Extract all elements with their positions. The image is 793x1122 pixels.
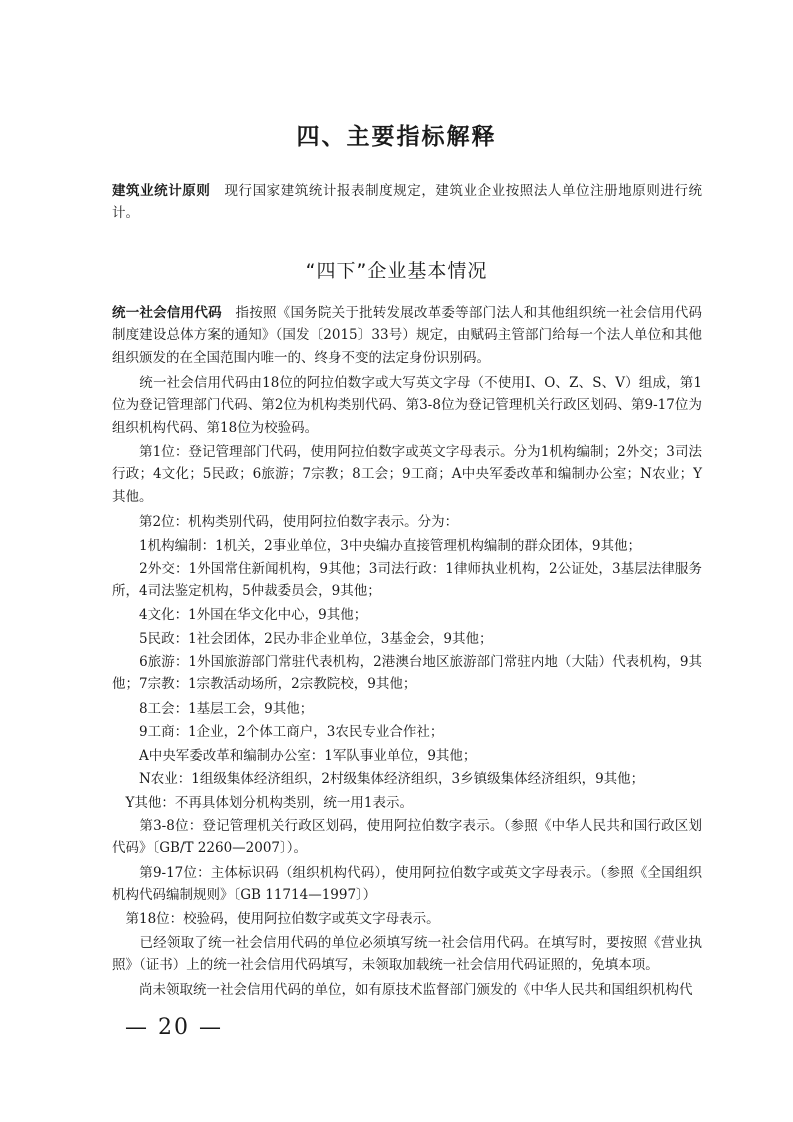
principle-text: 现行国家建筑统计报表制度规定，建筑业企业按照法人单位注册地原则进行统计。 — [112, 183, 703, 222]
paragraph: 6旅游：1外国旅游部门常驻代表机构，2港澳台地区旅游部门常驻内地（大陆）代表机构，9其他；7宗教：1宗教活动场所，2宗教院校，9其他； — [112, 654, 702, 693]
paragraph: Y其他：不再具体划分机构类别，统一用1表示。 — [112, 795, 414, 811]
paragraph: 第3-8位：登记管理机关行政区划码，使用阿拉伯数字表示。（参照《中华人民共和国行政区划代码》〔GB/T 2260—2007〕）。 — [112, 818, 702, 857]
paragraph: 第2位：机构类别代码，使用阿拉伯数字表示。分为： — [112, 514, 459, 530]
principle-paragraph — [112, 180, 702, 225]
credit-code-term: 统一社会信用代码 — [112, 305, 222, 321]
paragraph: 尚未领取统一社会信用代码的单位，如有原技术监督部门颁发的《中华人民共和国组织机构代 — [112, 982, 693, 998]
paragraph: 第18位：校验码，使用阿拉伯数字或英文字母表示。 — [112, 911, 440, 927]
subsection-title: “四下”企业基本情况 — [305, 260, 488, 282]
credit-code-paragraph — [112, 302, 702, 369]
paragraph: 8工会：1基层工会，9其他； — [112, 701, 314, 717]
page-number: — 20 — — [125, 1015, 223, 1040]
paragraph: 第9-17位：主体标识码（组织机构代码），使用阿拉伯数字或英文字母表示。（参照《全国组织机构代码编制规则》〔GB 11714—1997〕） — [112, 865, 702, 904]
paragraph: 5民政：1社会团体，2民办非企业单位，3基金会，9其他； — [112, 631, 493, 647]
paragraph: 4文化：1外国在华文化中心，9其他； — [112, 607, 368, 623]
paragraph: N农业：1组级集体经济组织，2村级集体经济组织，3乡镇级集体经济组织，9其他； — [112, 771, 645, 787]
paragraph: 统一社会信用代码由18位的阿拉伯数字或大写英文字母（不使用I、O、Z、S、V）组成，第1位为登记管理部门代码、第2位为机构类别代码、第3-8位为登记管理机关行政区划码、第9-17位为组织机构代码、第18位为校验码。 — [112, 375, 702, 436]
paragraph: A中央军委改革和编制办公室：1军队事业单位，9其他； — [112, 748, 477, 764]
paragraph: 已经领取了统一社会信用代码的单位必须填写统一社会信用代码。在填写时，要按照《营业执照》（证书）上的统一社会信用代码填写，未领取加载统一社会信用代码证照的，免填本项。 — [112, 935, 702, 974]
section-title: 四、主要指标解释 — [296, 124, 497, 150]
credit-code-text: 指按照《国务院关于批转发展改革委等部门法人和其他组织统一社会信用代码制度建设总体方案的通知》（国发〔2015〕33号）规定，由赋码主管部门给每一个法人单位和其他组织颁发的在全国范围内唯一的、终身不变的法定身份识别码。 — [112, 305, 703, 366]
paragraph: 1机构编制：1机关，2事业单位，3中央编办直接管理机构编制的群众团体，9其他； — [112, 538, 641, 554]
paragraph: 9工商：1企业，2个体工商户，3农民专业合作社； — [112, 724, 444, 740]
paragraph: 2外交：1外国常住新闻机构，9其他；3司法行政：1律师执业机构，2公证处，3基层法律服务所，4司法鉴定机构，5仲裁委员会，9其他； — [112, 561, 702, 600]
principle-term: 建筑业统计原则 — [112, 183, 211, 199]
paragraph: 第1位：登记管理部门代码，使用阿拉伯数字或英文字母表示。分为1机构编制；2外交；3司法行政；4文化；5民政；6旅游；7宗教；8工会；9工商；A中央军委改革和编制办公室；N农业；Y其他。 — [112, 444, 702, 505]
